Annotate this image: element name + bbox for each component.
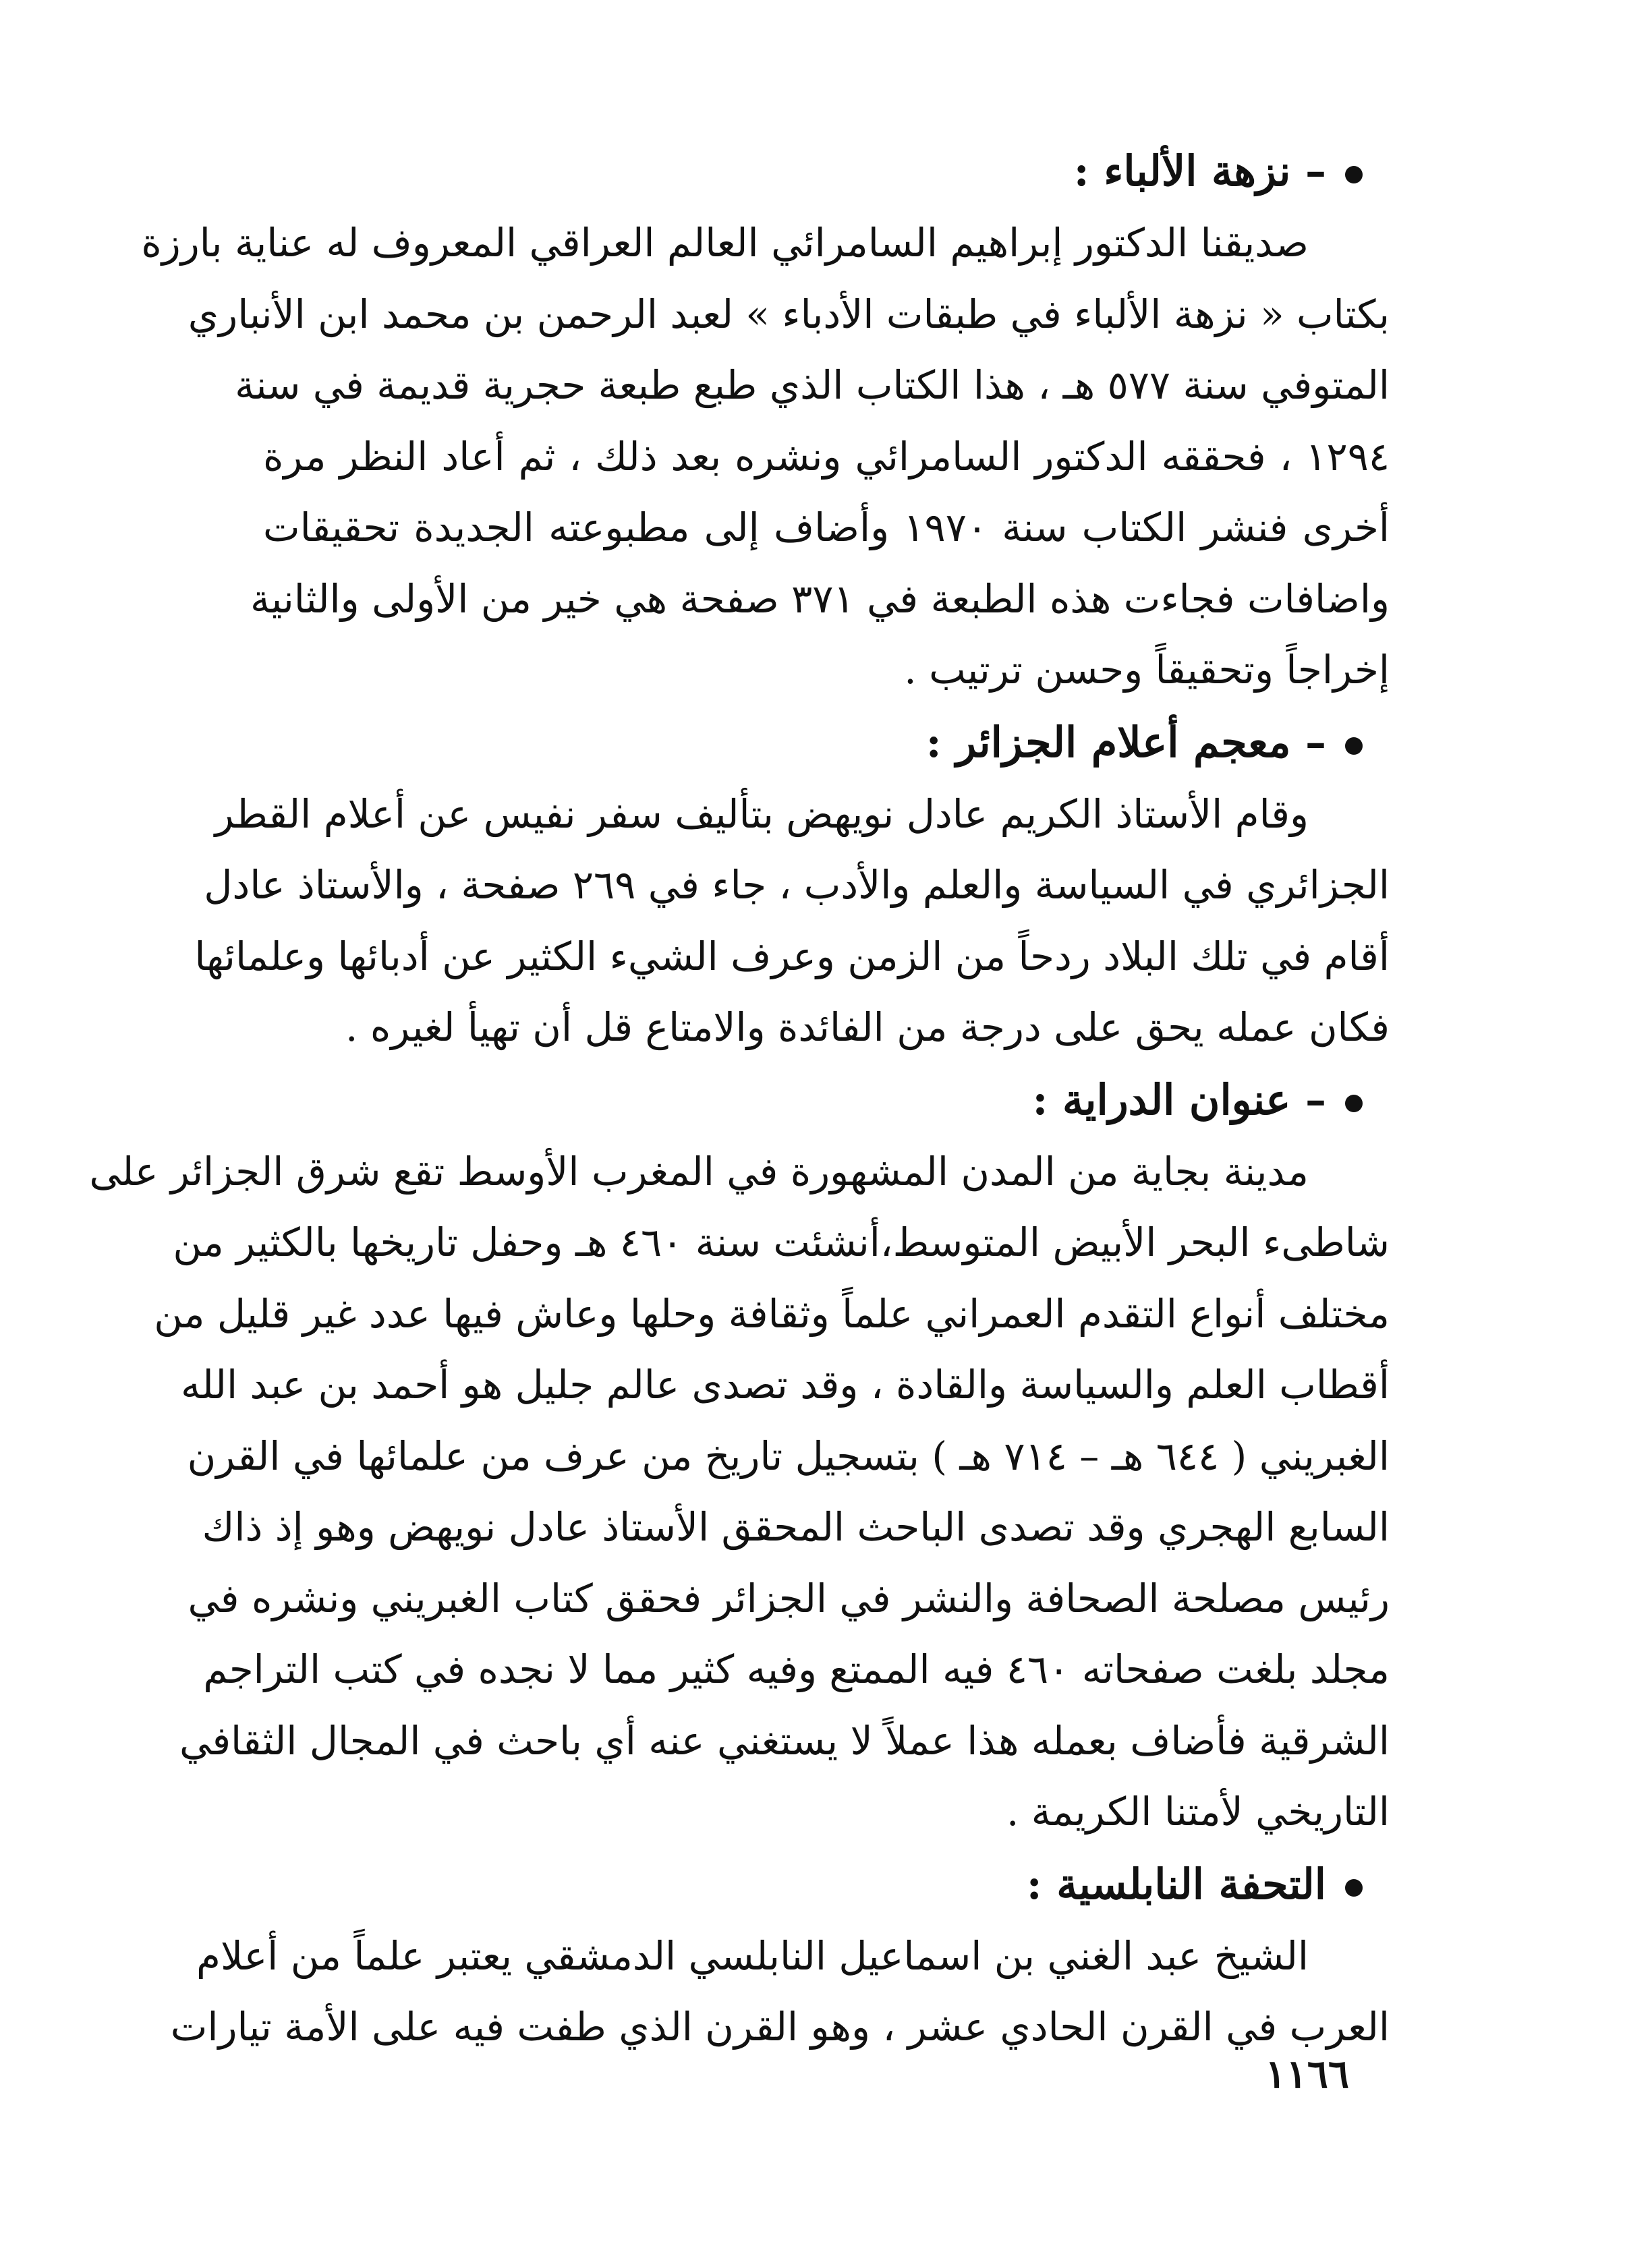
- page-body: [89, 135, 1390, 2063]
- paragraph-line: العرب في القرن الحادي عشر ، وهو القرن الذي طفت فيه على الأمة تيارات: [170, 2004, 1390, 2050]
- bullet-icon: [1345, 166, 1363, 183]
- paragraph-line: أقطاب العلم والسياسة والقادة ، وقد تصدى عالم جليل هو أحمد بن عبد الله: [181, 1362, 1390, 1408]
- paragraph-line: صديقنا الدكتور إبراهيم السامرائي العالم العراقي المعروف له عناية بارزة: [141, 220, 1309, 266]
- paragraph-line: بكتاب « نزهة الألباء في طبقات الأدباء » لعبد الرحمن بن محمد ابن الأنباري: [188, 291, 1390, 337]
- paragraph-line: إخراجاً وتحقيقاً وحسن ترتيب .: [904, 647, 1390, 693]
- page-number: ١١٦٦: [1265, 2051, 1349, 2097]
- paragraph-line: مختلف أنواع التقدم العمراني علماً وثقافة وحلها وعاش فيها عدد غير قليل من: [154, 1290, 1390, 1337]
- section-heading-text: – معجم أعلام الجزائر :: [925, 717, 1326, 767]
- section-heading: [263, 1848, 1390, 1921]
- paragraph-line: مجلد بلغت صفحاته ٤٦٠ فيه الممتع وفيه كثير مما لا نجده في كتب التراجم: [203, 1646, 1390, 1692]
- paragraph-line: أقام في تلك البلاد ردحاً من الزمن وعرف الشيء الكثير عن أدبائها وعلمائها: [194, 933, 1390, 979]
- paragraph-line: وقام الأستاذ الكريم عادل نويهض بتأليف سفر نفيس عن أعلام القطر: [215, 790, 1309, 837]
- paragraph-line: واضافات فجاءت هذه الطبعة في ٣٧١ صفحة هي خير من الأولى والثانية: [250, 575, 1390, 622]
- paragraph-line: الغبريني ( ٦٤٤ هـ – ٧١٤ هـ ) بتسجيل تاريخ من عرف من علمائها في القرن: [187, 1433, 1390, 1479]
- paragraph-line: الجزائري في السياسة والعلم والأدب ، جاء في ٢٦٩ صفحة ، والأستاذ عادل: [204, 862, 1390, 908]
- section-heading-text: – عنوان الدراية :: [1032, 1074, 1326, 1124]
- paragraph-line: التاريخي لأمتنا الكريمة .: [1006, 1789, 1390, 1835]
- paragraph-line: رئيس مصلحة الصحافة والنشر في الجزائر فحقق كتاب الغبريني ونشره في: [188, 1575, 1390, 1621]
- paragraph-line: ١٢٩٤ ، فحققه الدكتور السامرائي ونشره بعد ذلك ، ثم أعاد النظر مرة: [263, 433, 1390, 480]
- paragraph-line: شاطىء البحر الأبيض المتوسط،أنشئت سنة ٤٦٠ هـ وحفل تاريخها بالكثير من: [173, 1219, 1390, 1265]
- section-heading-text: – نزهة الألباء :: [1073, 146, 1326, 196]
- paragraph-line: السابع الهجري وقد تصدى الباحث المحقق الأستاذ عادل نويهض وهو إذ ذاك: [202, 1504, 1390, 1550]
- paragraph-line: مدينة بجاية من المدن المشهورة في المغرب الأوسط تقع شرق الجزائر على: [89, 1148, 1309, 1195]
- paragraph-line: أخرى فنشر الكتاب سنة ١٩٧٠ وأضاف إلى مطبوعته الجديدة تحقيقات: [263, 505, 1390, 550]
- section-heading: [263, 1064, 1390, 1137]
- section-heading-text: التحفة النابلسية :: [1026, 1859, 1326, 1909]
- paragraph-line: الشيخ عبد الغني بن اسماعيل النابلسي الدمشقي يعتبر علماً من أعلام: [196, 1932, 1309, 1979]
- section-heading: [263, 706, 1390, 779]
- bullet-icon: [1345, 1095, 1363, 1112]
- paragraph-line: فكان عمله يحق على درجة من الفائدة والامتاع قل أن تهيأ لغيره .: [345, 1004, 1390, 1050]
- paragraph-line: الشرقية فأضاف بعمله هذا عملاً لا يستغني عنه أي باحث في المجال الثقافي: [179, 1717, 1390, 1764]
- paragraph-line: المتوفي سنة ٥٧٧ هـ ، هذا الكتاب الذي طبع طبعة حجرية قديمة في سنة: [235, 362, 1390, 408]
- bullet-icon: [1345, 1879, 1363, 1897]
- bullet-icon: [1345, 737, 1363, 755]
- section-heading: [263, 135, 1390, 208]
